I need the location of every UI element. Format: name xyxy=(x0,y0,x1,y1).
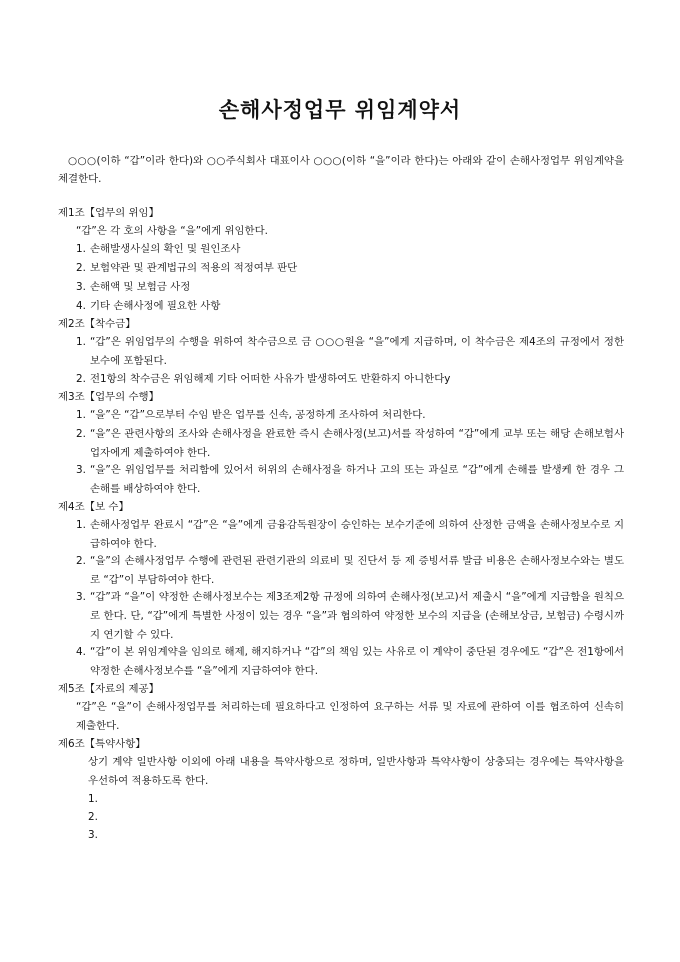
article-6-heading: 제6조【특약사항】 xyxy=(58,738,146,750)
article-5-heading: 제5조【자료의 제공】 xyxy=(58,683,159,695)
contract-page: 손해사정업무 위임계약서 ○○○(이하 “갑”이라 한다)와 ○○주식회사 대표이사 ○○○(이하 “을”이라 한다)는 아래와 같이 손해사정업무 위임계약을 체결한다. 제1조【업무의 위임】 “갑”은 각 호의 사항을 “을”에게 위임한다. 1. 손해발생사실의 확인 및 원인조사 2. 보험약관 및 관계법규의 적용의 적정여부 판단 3. 손해액 및 보험금 사정 4. 기타 손해사정에 필요한 사항 제2조【착수금】 1. “갑”은 위임업무의 수행을 위하여 착수금으로 금 ○○○원을 “을”에게 지급하며, 이 착수금은 제4조의 규정에서 정한 보수에 포함된다. 2. 전1항의 착수금은 위임해제 기타 어떠한 사유가 발생하여도 반환하지 아니한다y 제3조【업무의 수행】 1. “을”은 “갑”으로부터 수임 받은 업무를 신속, 공정하게 조사하여 처리한다. 2. “을”은 관련사항의 조사와 손해사정을 완료한 즉시 손해사정(보고)서를 작성하여 “갑”에게 교부 또는 해당 손해보험사업자에게 제출하여야 한다. 3. “을”은 위임업무를 처리함에 있어서 허위의 손해사정을 하거나 고의 또는 과실로 “갑”에게 손해를 발생케 한 경우 그 손해를 배상하여야 한다. 제4조【보 수】 1. 손해사정업무 완료시 “갑”은 “을”에게 금융감독원장이 승인하는 보수기준에 의하여 산정한 금액을 손해사정보수로 지급하여야 한다. 2. “을”의 손해사정업무 수행에 관련된 관련기관의 의료비 및 진단서 등 제 증빙서류 발급 비용은 손해사정보수와는 별도로 “갑”이 부담하여야 한다. 3. “갑”과 “을”이 약정한 손해사정보수는 제3조제2항 규정에 의하여 손해사정(보고)서 제출시 “을”에게 지급함을 원칙으로 한다. 단, “갑”에게 특별한 사정이 있는 경우 “을”과 협의하여 약정한 보수의 지급을 (손해보상금, 보험금) 수령시까지 연기할 수 있다. 4. “갑”이 본 위임계약을 임의로 해제, 해지하거나 “갑”의 책임 있는 사유로 이 계약이 중단된 경우에도 “갑”은 전1항에서 약정한 손해사정보수를 “을”에게 지급하여야 한다. 제5조【자료의 제공】 “갑”은 “을”이 손해사정업무를 처리하는데 필요하다고 인정하여 요구하는 서류 및 자료에 관하여 이를 협조하여 신속히 제출한다. 제6조【특약사항】 상기 계약 일반사항 이외에 아래 내용을 특약사항으로 정하며, 일반사항과 특약사항이 상충되는 경우에는 특약사항을 우선하여 적용하도록 한다. 1. 2. 3. xyxy=(0,0,680,962)
special-clause-blank-3: 3. xyxy=(88,829,98,841)
article-3-heading: 제3조【업무의 수행】 xyxy=(58,391,159,403)
special-clause-blank-1: 1. xyxy=(88,793,98,805)
special-clause-blank-2: 2. xyxy=(88,811,98,823)
article-6-paragraph: 상기 계약 일반사항 이외에 아래 내용을 특약사항으로 정하며, 일반사항과 특약사항이 상충되는 경우에는 특약사항을 우선하여 적용하도록 한다. xyxy=(88,756,624,787)
article-1-heading: 제1조【업무의 위임】 xyxy=(58,207,159,219)
article-1-lead: “갑”은 각 호의 사항을 “을”에게 위임한다. xyxy=(76,225,268,237)
document-title: 손해사정업무 위임계약서 xyxy=(218,98,462,122)
article-5-paragraph: “갑”은 “을”이 손해사정업무를 처리하는데 필요하다고 인정하여 요구하는 서류 및 자료에 관하여 이를 협조하여 신속히 제출한다. xyxy=(76,701,624,732)
article-2-heading: 제2조【착수금】 xyxy=(58,318,136,330)
article-4-heading: 제4조【보 수】 xyxy=(58,501,129,513)
intro-paragraph: ○○○(이하 “갑”이라 한다)와 ○○주식회사 대표이사 ○○○(이하 “을”이라 한다)는 아래와 같이 손해사정업무 위임계약을 체결한다. xyxy=(58,155,624,185)
